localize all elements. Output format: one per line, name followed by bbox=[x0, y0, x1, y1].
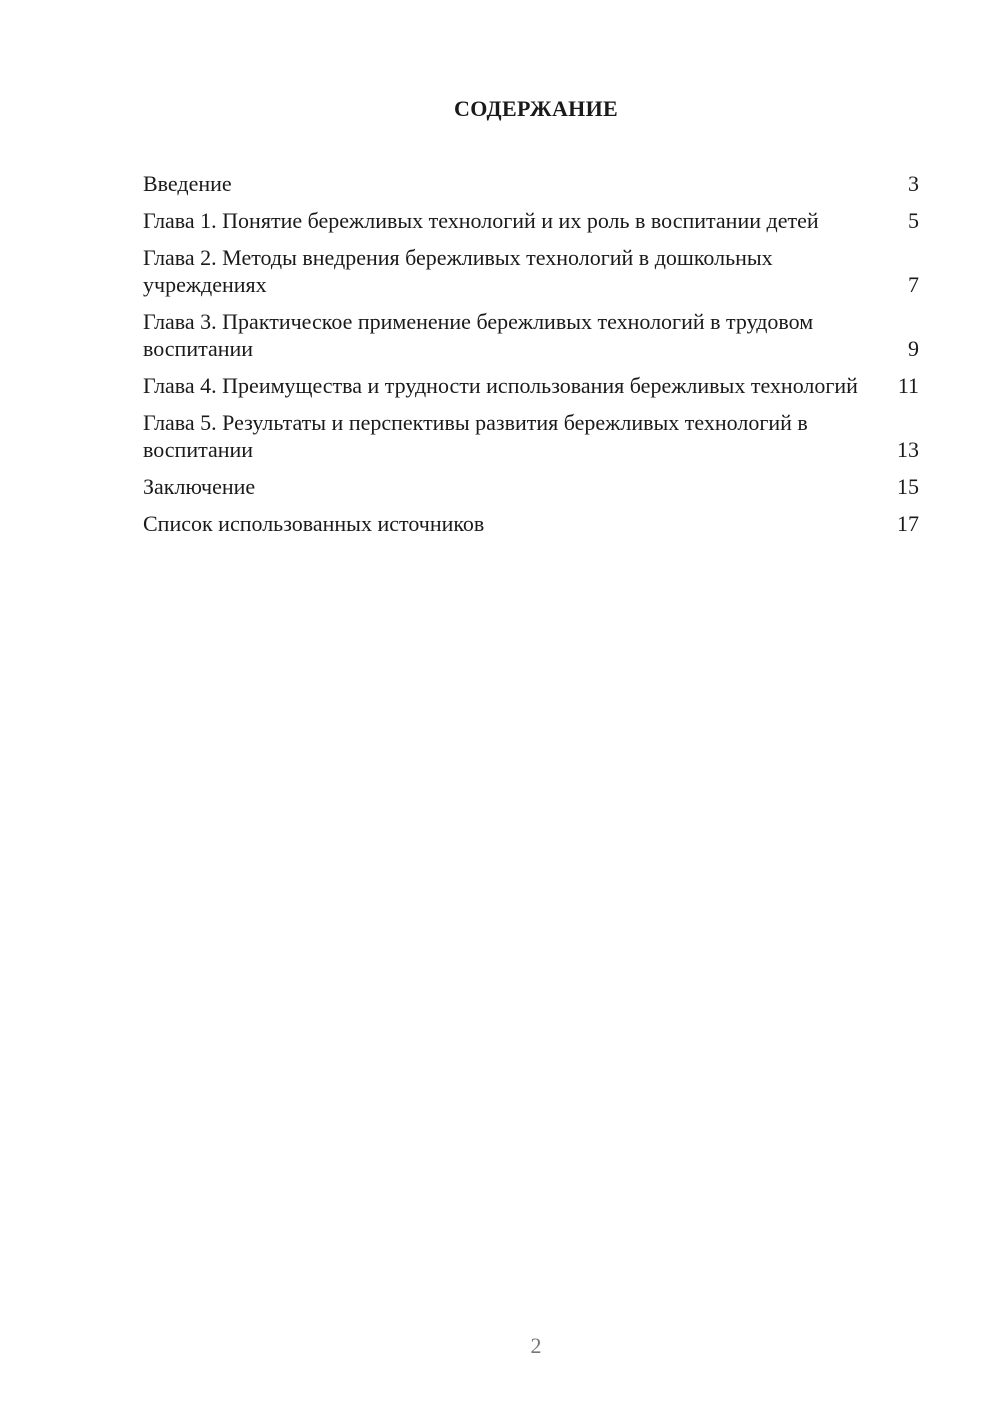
toc-entry-conclusion bbox=[143, 473, 919, 500]
toc-entry-page: 9 bbox=[908, 336, 919, 361]
toc-entry-page: 5 bbox=[908, 208, 919, 233]
page-number: 2 bbox=[530, 1333, 542, 1358]
toc-title: СОДЕРЖАНИЕ bbox=[454, 96, 618, 121]
toc-entry-page: 13 bbox=[897, 437, 919, 462]
toc-entry-references bbox=[143, 510, 919, 537]
toc-entry-page: 15 bbox=[897, 474, 919, 499]
toc-entry-page: 11 bbox=[897, 373, 919, 398]
toc-entry-chapter-1 bbox=[143, 207, 919, 234]
toc-entry-text: Заключение bbox=[143, 474, 256, 499]
toc-entry-page: 3 bbox=[908, 171, 919, 196]
toc-entry-text: Список использованных источников bbox=[143, 511, 485, 536]
toc-entry-introduction bbox=[143, 170, 919, 197]
toc-entry-text: Глава 1. Понятие бережливых технологий и их роль в воспитании детей bbox=[143, 208, 819, 233]
toc-entry-text: Глава 3. Практическое применение бережливых технологий в трудовом воспитании bbox=[143, 309, 814, 361]
toc-entry-text: Глава 5. Результаты и перспективы развития бережливых технологий в воспитании bbox=[143, 410, 808, 462]
toc-entry-chapter-2 bbox=[143, 244, 919, 298]
toc-entry-chapter-4 bbox=[143, 372, 919, 399]
toc-entry-text: Введение bbox=[143, 171, 232, 196]
table-of-contents bbox=[143, 170, 919, 537]
toc-entry-page: 17 bbox=[897, 511, 919, 536]
toc-entry-page: 7 bbox=[908, 272, 919, 297]
toc-entry-chapter-5 bbox=[143, 409, 919, 463]
toc-entry-text: Глава 2. Методы внедрения бережливых технологий в дошкольных учреждениях bbox=[143, 245, 773, 297]
toc-entry-chapter-3 bbox=[143, 308, 919, 362]
toc-entry-text: Глава 4. Преимущества и трудности использования бережливых технологий bbox=[143, 373, 858, 398]
